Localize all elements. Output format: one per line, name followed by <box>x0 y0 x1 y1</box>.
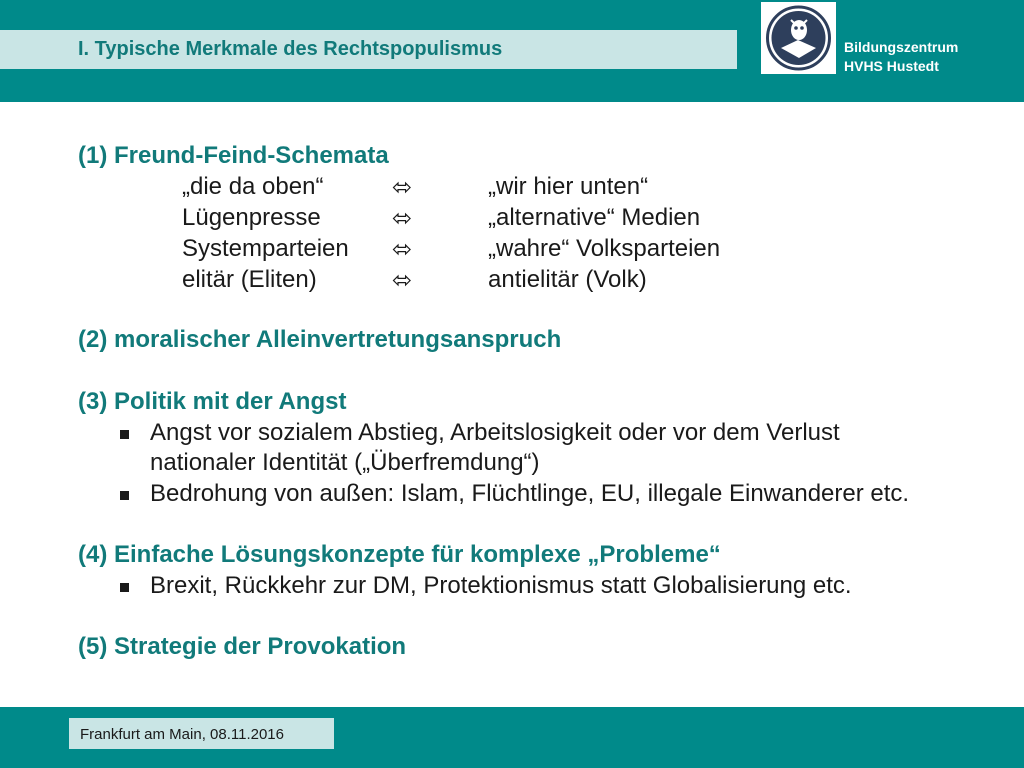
bullet-item: Bedrohung von außen: Islam, Flüchtlinge, EU, illegale Einwanderer etc. <box>150 480 910 507</box>
square-bullet-icon <box>120 583 129 592</box>
section-heading-4: (4) Einfache Lösungskonzepte für komplexe „Probleme“ <box>78 541 721 568</box>
square-bullet-icon <box>120 491 129 500</box>
bullet-item: Brexit, Rückkehr zur DM, Protektionismus statt Globalisierung etc. <box>150 572 852 599</box>
section-heading-2: (2) moralischer Alleinvertretungsanspruch <box>78 326 562 353</box>
organization-line-1: Bildungszentrum <box>844 39 959 55</box>
left-right-arrow-icon: ⬄ <box>392 205 413 232</box>
square-bullet-icon <box>120 430 129 439</box>
hvhs-logo <box>761 2 836 74</box>
left-right-arrow-icon: ⬄ <box>392 236 413 263</box>
pair-left-term: „die da oben“ <box>182 173 324 200</box>
section-heading-3: (3) Politik mit der Angst <box>78 388 347 415</box>
bullet-line: Angst vor sozialem Abstieg, Arbeitslosigkeit oder vor dem Verlust <box>150 419 840 446</box>
section-heading-1: (1) Freund-Feind-Schemata <box>78 142 389 169</box>
section-heading-5: (5) Strategie der Provokation <box>78 633 407 660</box>
organization-line-2: HVHS Hustedt <box>844 58 939 74</box>
slide-title: I. Typische Merkmale des Rechtspopulismus <box>78 38 503 60</box>
pair-left-term: Systemparteien <box>182 235 349 262</box>
pair-right-term: „wahre“ Volksparteien <box>488 235 721 262</box>
pair-right-term: „alternative“ Medien <box>488 204 701 231</box>
organization-name <box>844 38 958 76</box>
pair-right-term: antielitär (Volk) <box>488 266 647 293</box>
pair-left-term: Lügenpresse <box>182 204 321 231</box>
bullet-item <box>150 418 840 478</box>
owl-logo-icon <box>761 2 836 74</box>
bullet-line: nationaler Identität („Überfremdung“) <box>150 449 540 476</box>
left-right-arrow-icon: ⬄ <box>392 267 413 294</box>
footer-location-date: Frankfurt am Main, 08.11.2016 <box>80 726 284 743</box>
pair-left-term: elitär (Eliten) <box>182 266 317 293</box>
left-right-arrow-icon: ⬄ <box>392 174 413 201</box>
pair-right-term: „wir hier unten“ <box>488 173 649 200</box>
